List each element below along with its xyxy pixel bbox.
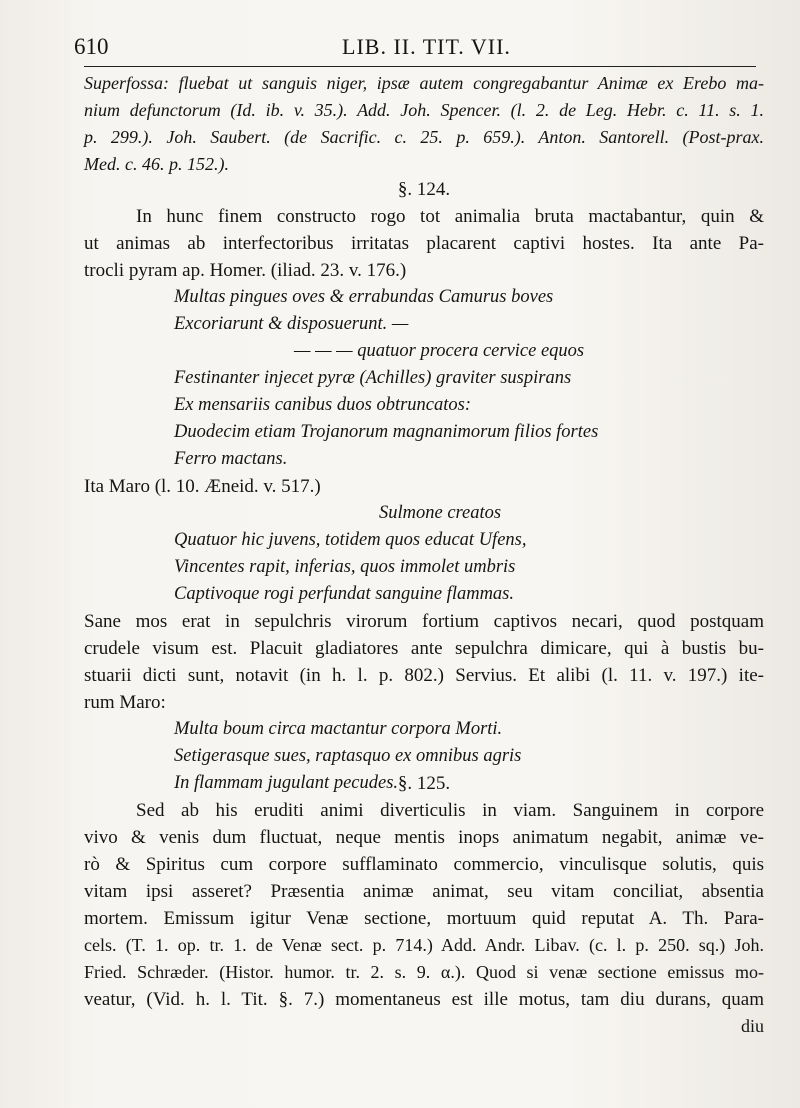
paragraph-line: Fried. Schræder. (Histor. humor. tr. 2. s. 9. α.). Quod si venæ sectione emissus mo- <box>84 962 764 982</box>
footnote-line: Superfossa: fluebat ut sanguis niger, ipsæ autem congregabantur Animæ ex Erebo ma- <box>84 73 764 93</box>
paragraph-line: mortem. Emissum igitur Venæ sectione, mortuum quid reputat A. Th. Para- <box>84 908 764 929</box>
section-heading: §. 124. <box>397 179 451 200</box>
section-heading: §. 125. <box>397 773 451 794</box>
paragraph-line: Sed ab his eruditi animi diverticulis in viam. Sanguinem in corpore <box>136 800 764 821</box>
verse-line: Captivoque rogi perfundat sanguine flammas. <box>174 584 515 604</box>
page-number: 610 <box>74 34 109 59</box>
paragraph-line: vivo & venis dum fluctuat, neque mentis inops animatum negabit, animæ ve- <box>84 827 764 848</box>
paragraph-line: Sane mos erat in sepulchris virorum fortium captivos necari, quod postquam <box>84 611 764 632</box>
running-title: LIB. II. TIT. VII. <box>342 34 511 59</box>
paragraph-line: rò & Spiritus cum corpore sufflaminato commercio, vinculisque solutis, quis <box>84 854 764 875</box>
verse-line: Ex mensariis canibus duos obtruncatos: <box>174 395 472 415</box>
paragraph-line: ut animas ab interfectoribus irritatas placarent captivi hostes. Ita ante Pa- <box>84 233 764 254</box>
page-header <box>74 30 774 66</box>
paragraph-line: veatur, (Vid. h. l. Tit. §. 7.) momentaneus est ille motus, tam diu durans, quam <box>84 989 764 1010</box>
verse-line: Sulmone creatos <box>379 503 502 523</box>
paragraph-line: crudele visum est. Placuit gladiatores ante sepulchra dimicare, qui à bustis bu- <box>84 638 764 659</box>
verse-line: Quatuor hic juvens, totidem quos educat Ufens, <box>174 530 527 550</box>
section-125 <box>84 770 764 1040</box>
footnote-line: p. 299.). Joh. Saubert. (de Sacrific. c. 25. p. 659.). Anton. Santorell. (Post-prax. <box>84 127 764 147</box>
footnote-continuation <box>84 70 764 178</box>
paragraph-line: vitam ipsi asseret? Præsentia animæ animat, seu vitam conciliat, absentia <box>84 881 764 902</box>
paragraph-line: stuarii dicti sunt, notavit (in h. l. p. 802.) Servius. Et alibi (l. 11. v. 197.) ite- <box>84 665 764 686</box>
paragraph-line: cels. (T. 1. op. tr. 1. de Venæ sect. p. 714.) Add. Andr. Libav. (c. l. p. 250. sq.) Joh. <box>84 935 764 955</box>
footnote-line: Med. c. 46. p. 152.). <box>84 154 229 174</box>
paragraph-line: trocli pyram ap. Homer. (iliad. 23. v. 176.) <box>84 260 407 281</box>
verse-line: Excoriarunt & disposuerunt. — <box>174 314 409 334</box>
verse-line: Duodecim etiam Trojanorum magnanimorum filios fortes <box>174 422 599 442</box>
verse-line: Festinanter injecet pyræ (Achilles) graviter suspirans <box>174 368 572 388</box>
verse-line: — — — quatuor procera cervice equos <box>294 341 585 361</box>
verse-line: Multa boum circa mactantur corpora Morti. <box>174 719 503 739</box>
verse-line: Vincentes rapit, inferias, quos immolet umbris <box>174 557 516 577</box>
paragraph-line: rum Maro: <box>84 692 166 713</box>
verse-line: Setigerasque sues, raptasquo ex omnibus agris <box>174 746 522 766</box>
footnote-line: nium defunctorum (Id. ib. v. 35.). Add. Joh. Spencer. (l. 2. de Leg. Hebr. c. 11. s. 1. <box>84 100 764 120</box>
section-124 <box>84 176 764 797</box>
header-rule <box>84 66 756 67</box>
verse-line: In flammam jugulant pecudes. <box>174 773 399 793</box>
verse-line: Multas pingues oves & errabundas Camurus boves <box>174 287 554 307</box>
paragraph-line: In hunc finem constructo rogo tot animalia bruta mactabantur, quin & <box>136 206 764 227</box>
paragraph-line: Ita Maro (l. 10. Æneid. v. 517.) <box>84 476 321 497</box>
verse-line: Ferro mactans. <box>174 449 288 469</box>
catchword: diu <box>740 1016 764 1036</box>
